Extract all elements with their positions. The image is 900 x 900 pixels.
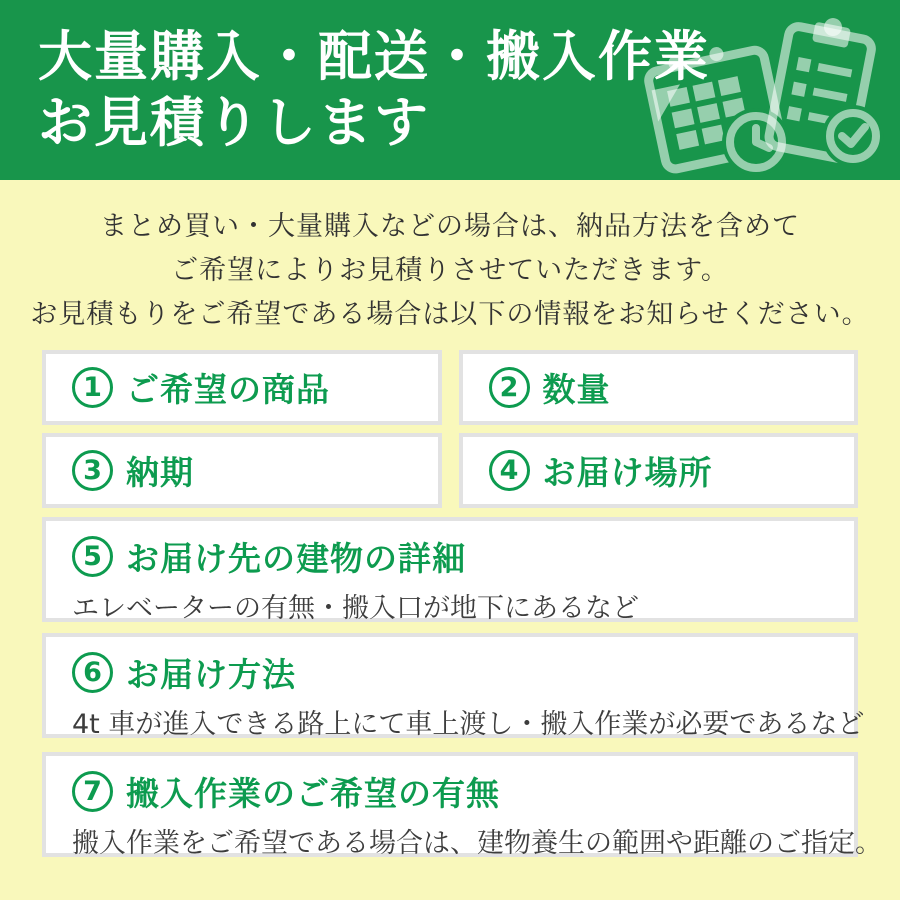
page-title-line2: お見積りします (38, 91, 430, 154)
item-note: 4t 車が進入できる路上にて車上渡し・搬入作業が必要であるなど (72, 709, 865, 740)
intro-text (0, 180, 900, 350)
list-item (42, 633, 865, 740)
item-heading (72, 649, 844, 696)
item-heading (489, 364, 611, 411)
item-label: 数量 (542, 370, 611, 409)
item-heading (72, 768, 844, 815)
item-heading (72, 447, 194, 494)
item-number-badge: 2 (489, 367, 530, 408)
item-row (42, 433, 858, 508)
item-note: エレベーターの有無・搬入口が地下にあるなど (72, 593, 639, 624)
item-label: 搬入作業のご希望の有無 (126, 774, 500, 813)
item-number-badge: 7 (72, 771, 113, 812)
item-number-badge: 3 (72, 450, 113, 491)
item-label: ご希望の商品 (126, 370, 330, 409)
item-label: 納期 (126, 453, 194, 492)
intro-line: お見積もりをご希望である場合は以下の情報をお知らせください。 (30, 299, 870, 330)
requirement-list (42, 350, 882, 859)
list-item (459, 350, 859, 425)
item-number-badge: 6 (72, 652, 113, 693)
item-label: お届け先の建物の詳細 (126, 539, 466, 578)
list-item (42, 350, 442, 425)
intro-line: ご希望によりお見積りさせていただきます。 (171, 255, 729, 286)
item-heading (489, 447, 713, 494)
header-banner (0, 0, 900, 180)
page-title (38, 24, 900, 156)
item-number-badge: 1 (72, 367, 113, 408)
list-item (42, 433, 442, 508)
item-row (42, 350, 858, 425)
list-item (42, 517, 858, 622)
list-item (42, 752, 882, 859)
intro-line: まとめ買い・大量購入などの場合は、納品方法を含めて (100, 211, 800, 242)
item-label: お届け場所 (542, 453, 713, 492)
page-title-line1: 大量購入・配送・搬入作業 (38, 25, 710, 88)
item-number-badge: 5 (72, 536, 113, 577)
list-item (459, 433, 859, 508)
item-heading (72, 533, 844, 580)
item-heading (72, 364, 330, 411)
item-number-badge: 4 (489, 450, 530, 491)
item-note: 搬入作業をご希望である場合は、建物養生の範囲や距離のご指定。 (72, 828, 882, 859)
item-label: お届け方法 (126, 655, 296, 694)
